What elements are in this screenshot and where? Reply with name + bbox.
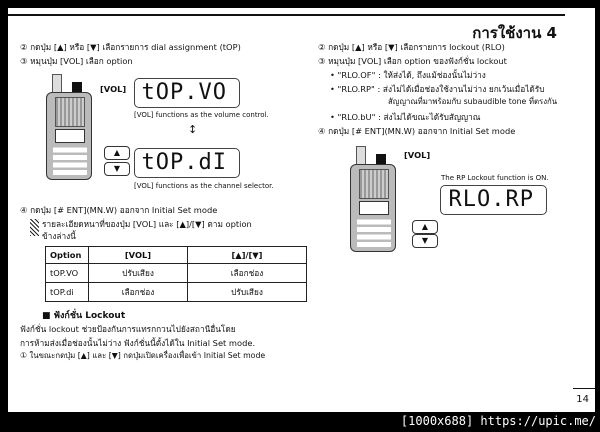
option-table — [45, 246, 307, 302]
caption-di: [VOL] functions as the channel selector. — [134, 182, 274, 190]
table-row — [46, 264, 307, 283]
th-vol: [VOL] — [89, 247, 188, 264]
vol-label: [VOL] — [100, 84, 127, 94]
lcd-caption: The RP Lockout function is ON. — [441, 174, 549, 182]
lcd-display-di: tOP.dI — [134, 148, 240, 178]
left-step1: ① ในขณะกดปุ่ม [▲] และ [▼] กดปุ่มเปิดเครื่องเพื่อเข้า Initial Set mode — [20, 351, 266, 360]
para-line1: ฟังก์ชั่น lockout ช่วยป้องกันการแทรกกวนไปยังสถานีอื่นโดย — [20, 324, 236, 334]
radio-illustration — [44, 74, 92, 179]
cell: ปรับเสียง — [89, 264, 188, 283]
th-updown: [▲]/[▼] — [188, 247, 307, 264]
caption-vo: [VOL] functions as the volume control. — [134, 111, 269, 119]
section-title: ■ ฟังก์ชั่น Lockout — [42, 311, 126, 321]
vol-label: [VOL] — [404, 150, 431, 160]
manual-page — [8, 8, 595, 412]
para-line2: การห้ามส่งเมื่อช่องนั้นไม่ว่าง ฟังก์ชั่นนี้ตั้งได้ใน Initial Set mode. — [20, 338, 256, 348]
bullet-rlo-rp: • "RLO.RP" : ส่งไม่ได้เมื่อช่องใช้งานไม่ว่าง ยกเว้นเมื่อได้รับ — [330, 84, 545, 94]
cell: เลือกช่อง — [188, 264, 307, 283]
bullet-rlo-of: • "RLO.OF" : ให้ส่งได้, ถึงแม้ช่องนั้นไม่ว่าง — [330, 70, 486, 80]
left-step2: ② กดปุ่ม [▲] หรือ [▼] เลือกรายการ dial assignment (tOP) — [20, 42, 241, 52]
down-button: ▼ — [104, 162, 130, 176]
note-hatch-icon — [30, 219, 39, 236]
header-rule — [8, 14, 565, 16]
th-option: Option — [46, 247, 89, 264]
note-line2: ข้างล่างนี้ — [42, 231, 76, 241]
bullet-rlo-bu: • "RLO.bU" : ส่งไม่ได้ขณะได้รับสัญญาณ — [330, 112, 481, 122]
radio-illustration — [348, 146, 396, 251]
cell: tOP.VO — [46, 264, 89, 283]
cell: เลือกช่อง — [89, 283, 188, 302]
page-number: 14 — [576, 394, 589, 405]
right-step4: ④ กดปุ่ม [# ENT](MN.W) ออกจาก Initial Set mode — [318, 126, 516, 136]
up-button: ▲ — [412, 220, 438, 234]
cell: tOP.di — [46, 283, 89, 302]
down-button: ▼ — [412, 234, 438, 248]
table-row — [46, 283, 307, 302]
left-step3: ③ หมุนปุ่ม [VOL] เลือก option — [20, 56, 133, 66]
lcd-display-vo: tOP.VO — [134, 78, 240, 108]
page-number-rule — [573, 388, 595, 389]
double-arrow-icon: ↕ — [188, 123, 198, 136]
table-header — [46, 247, 307, 264]
right-step3: ③ หมุนปุ่ม [VOL] เลือก option ของฟังก์ชั่น lockout — [318, 56, 507, 66]
note-line1: รายละเอียดหนาที่ของปุ่ม [VOL] และ [▲]/[▼] ตาม option — [42, 219, 252, 229]
up-button: ▲ — [104, 146, 130, 160]
page-title: การใช้งาน 4 — [472, 24, 557, 42]
cell: ปรับเสียง — [188, 283, 307, 302]
lcd-display-rlo: RLO.RP — [440, 185, 547, 215]
watermark: [1000x688] https://upic.me/ — [400, 414, 596, 428]
left-step4: ④ กดปุ่ม [# ENT](MN.W) ออกจาก Initial Set mode — [20, 205, 218, 215]
right-step2: ② กดปุ่ม [▲] หรือ [▼] เลือกรายการ lockout (RLO) — [318, 42, 505, 52]
bullet-rlo-rp-cont: สัญญาณที่มาพร้อมกับ subaudible tone ที่ตรงกัน — [388, 97, 558, 106]
